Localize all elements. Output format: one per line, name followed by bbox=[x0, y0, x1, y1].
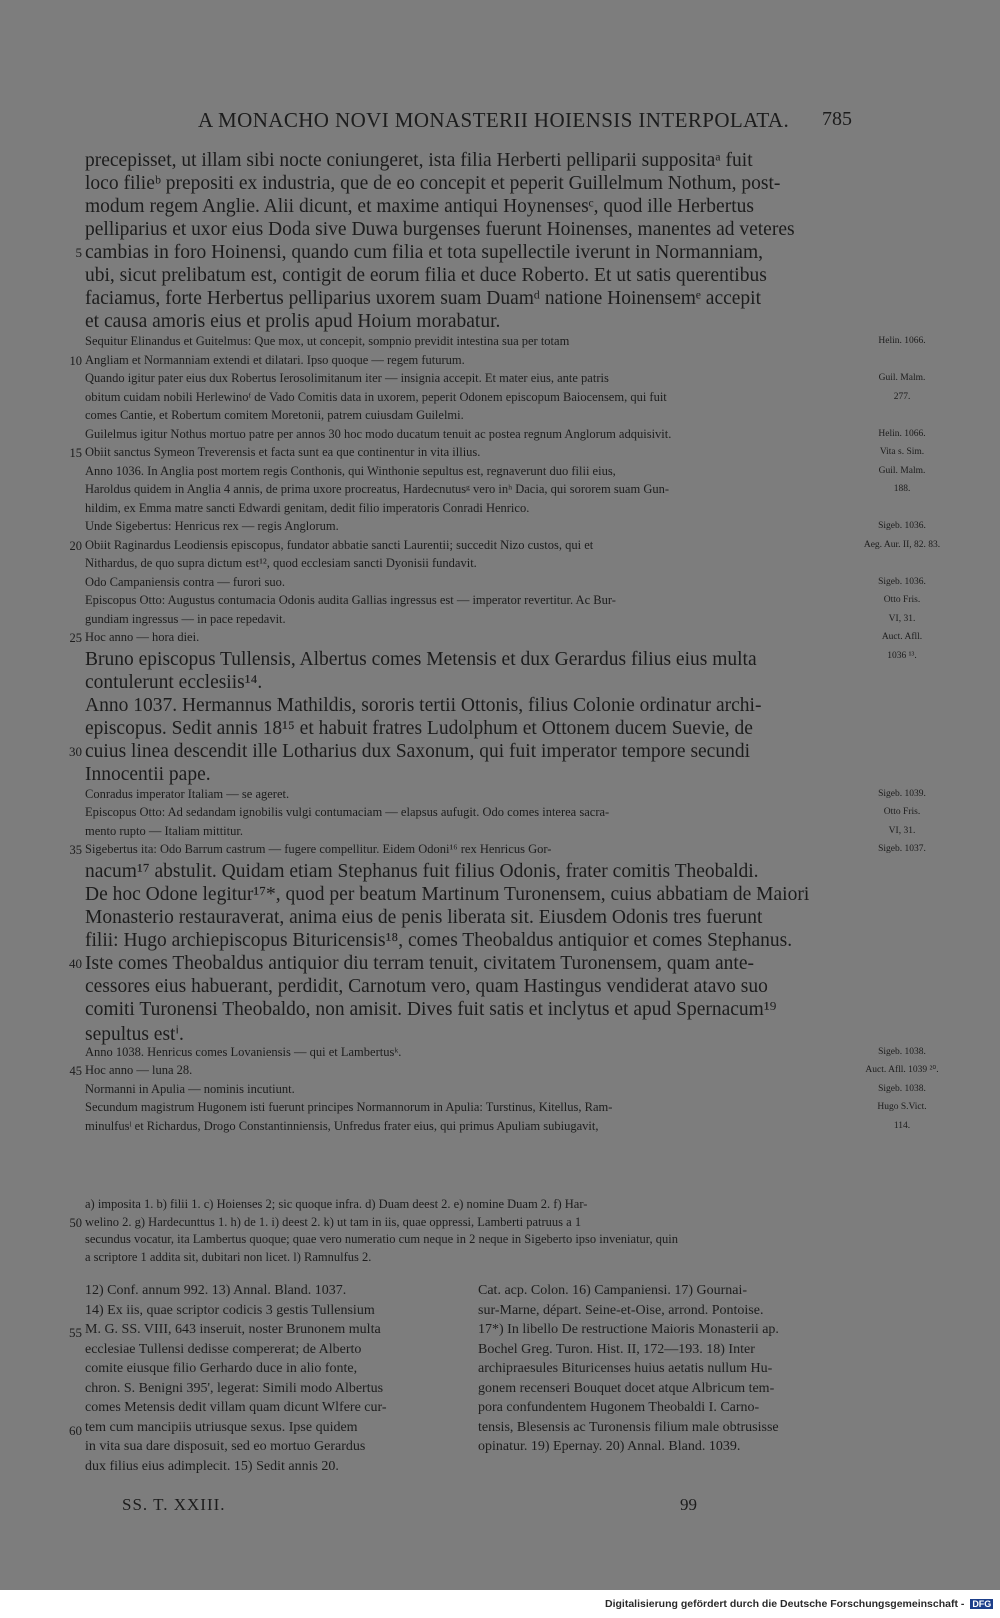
text-line bbox=[0, 824, 1000, 843]
text-line bbox=[0, 556, 1000, 575]
footnote-right-text: Bochel Greg. Turon. Hist. II, 172—193. 18) Inter bbox=[478, 1341, 755, 1357]
text-line bbox=[0, 575, 1000, 594]
margin-source: Sigeb. 1038. bbox=[878, 1083, 926, 1094]
footnote-right-text: sur-Marne, départ. Seine-et-Oise, arrond. Pontoise. bbox=[478, 1302, 764, 1318]
line-text: sepultus estⁱ. bbox=[85, 1023, 184, 1045]
apparatus-text: welino 2. g) Hardecunttus 1. h) de 1. i) deest 2. k) ut tam in iis, quae oppressi, Lamberti patruus a 1 bbox=[85, 1214, 582, 1229]
line-number: 15 bbox=[69, 446, 82, 460]
line-text: Iste comes Theobaldus antiquior diu terram tenuit, civitatem Turonensem, quam ante- bbox=[85, 952, 754, 974]
text-line bbox=[0, 265, 1000, 288]
footnote-left-text: chron. S. Benigni 395', legerat: Simili modo Albertus bbox=[85, 1380, 384, 1396]
text-line bbox=[0, 219, 1000, 242]
footnote-left-text: comes Metensis dedit villam quam dicunt Wlfere cur- bbox=[85, 1400, 387, 1415]
text-line bbox=[0, 741, 1000, 764]
margin-source: VI, 31. bbox=[888, 613, 916, 624]
page-footer bbox=[0, 1495, 1000, 1521]
footnote-left-text: tem cum mancipiis utriusque sexus. Ipse quidem bbox=[85, 1419, 358, 1435]
main-text bbox=[0, 150, 1000, 1137]
line-text: faciamus, forte Herbertus pelliparius uxorem suam Duamᵈ natione Hoinensemᵉ accepit bbox=[85, 288, 762, 309]
text-line bbox=[0, 672, 1000, 695]
line-text: Anno 1036. In Anglia post mortem regis Conthonis, qui Winthonie sepultus est, regnaverunt duo filii eius, bbox=[85, 463, 616, 478]
digitization-credit bbox=[605, 1598, 993, 1610]
margin-source: Auct. Afll. 1039 ²⁰. bbox=[865, 1065, 939, 1075]
line-text: ubi, sicut prelibatum est, contigit de eorum filia et duce Roberto. Et ut satis querentibus bbox=[85, 265, 767, 286]
text-line bbox=[0, 930, 1000, 953]
footnote-right-text: gonem recenseri Bouquet docet atque Albricum tem- bbox=[478, 1380, 775, 1396]
footnote-row bbox=[0, 1420, 1000, 1440]
line-text: Hoc anno — luna 28. bbox=[85, 1063, 193, 1077]
page-title: A MONACHO NOVI MONASTERII HOIENSIS INTERPOLATA. bbox=[198, 108, 790, 132]
margin-source: Guil. Malm. bbox=[878, 465, 926, 476]
margin-source: 114. bbox=[893, 1120, 911, 1131]
margin-source: Sigeb. 1036. bbox=[878, 521, 926, 531]
footnote-row bbox=[0, 1322, 1000, 1342]
text-line bbox=[0, 408, 1000, 427]
credit-text: Digitalisierung gefördert durch die Deutsche Forschungsgemeinschaft - bbox=[605, 1598, 965, 1610]
line-text: Hoc anno — hora diei. bbox=[85, 630, 200, 644]
text-line bbox=[0, 445, 1000, 464]
line-text: cambias in foro Hoinensi, quando cum filia et tota supellectile iverunt in Normanniam, bbox=[85, 242, 763, 263]
line-text: loco filieᵇ prepositi ex industria, que de eo concepit et peperit Guillelmum Nothum, post- bbox=[85, 173, 781, 194]
footnote-row bbox=[0, 1361, 1000, 1381]
line-text: filii: Hugo archiepiscopus Bituricensis¹⁸, comes Theobaldus antiquior et comes Stephanus. bbox=[85, 929, 793, 951]
text-line bbox=[0, 1100, 1000, 1119]
line-text: Nithardus, de quo supra dictum est¹², quod ecclesiam sancti Dyonisii fundavit. bbox=[85, 556, 477, 570]
footnote-left-text: M. G. SS. VIII, 643 inseruit, noster Brunonem multa bbox=[85, 1322, 381, 1337]
margin-source: Sigeb. 1038. bbox=[878, 1046, 926, 1057]
text-line bbox=[0, 150, 1000, 173]
text-line bbox=[0, 1063, 1000, 1082]
line-text: Odo Campaniensis contra — furori suo. bbox=[85, 574, 285, 589]
footnote-row bbox=[0, 1342, 1000, 1362]
margin-source: 188. bbox=[893, 484, 911, 494]
footnote-right-text: tensis, Blesensis ac Turonensis filium male obtrusisse bbox=[478, 1419, 779, 1435]
footnote-left-text: 14) Ex iis, quae scriptor codicis 3 gestis Tullensium bbox=[85, 1302, 375, 1318]
line-text: Unde Sigebertus: Henricus rex — regis Anglorum. bbox=[85, 519, 339, 533]
text-line bbox=[0, 884, 1000, 907]
footnote-left-text: in vita sua dare disposuit, sed eo mortuo Gerardus bbox=[85, 1439, 366, 1454]
text-line bbox=[0, 764, 1000, 787]
line-number: 5 bbox=[75, 245, 82, 260]
margin-source: Helin. 1066. bbox=[878, 336, 926, 346]
footnote-right-text: archipraesules Bituricenses huius aetatis nullum Hu- bbox=[478, 1361, 773, 1376]
line-number: 25 bbox=[69, 631, 82, 645]
text-line bbox=[0, 501, 1000, 520]
margin-source: Auct. Afll. bbox=[881, 632, 923, 642]
line-text: pelliparius et uxor eius Doda sive Duwa burgenses fuerunt Hoinenses, manentes ad veteres bbox=[85, 219, 795, 240]
line-text: Obiit Raginardus Leodiensis episcopus, fundator abbatie sancti Laurentii; succedit Nizo custos, qui et bbox=[85, 537, 594, 552]
line-text: Monasterio restauraverat, anima eius de penis liberata sit. Eiusdem Odonis tres fuerunt bbox=[85, 906, 763, 928]
text-line bbox=[0, 999, 1000, 1022]
line-text: Sigebertus ita: Odo Barrum castrum — fugere compellitur. Eidem Odoni¹⁶ rex Henricus Gor- bbox=[85, 842, 552, 856]
line-text: et causa amoris eius et prolis apud Hoium morabatur. bbox=[85, 311, 501, 332]
line-text: Haroldus quidem in Anglia 4 annis, de prima uxore procreatus, Hardecnutusᵍ vero inʰ Dacia, qui sororem suam Gun- bbox=[85, 482, 670, 496]
line-number: 20 bbox=[69, 538, 82, 553]
line-number: 30 bbox=[69, 743, 82, 759]
line-number: 10 bbox=[69, 353, 82, 368]
margin-source: 1036 ¹³. bbox=[887, 650, 917, 661]
line-text: Conradus imperator Italiam — se ageret. bbox=[85, 786, 290, 801]
line-number: 45 bbox=[69, 1064, 82, 1078]
line-text: contulerunt ecclesiis¹⁴. bbox=[85, 671, 263, 693]
footnote-row bbox=[0, 1439, 1000, 1459]
text-line bbox=[0, 953, 1000, 976]
apparatus-text: secundus vocatur, ita Lambertus quoque; quae vero numeratio cum neque in 2 neque in Sigeberto ipso inveniatur, quin bbox=[85, 1232, 678, 1246]
line-text: episcopus. Sedit annis 18¹⁵ et habuit fratres Ludolphum et Ottonem ducem Suevie, de bbox=[85, 717, 753, 739]
text-line bbox=[0, 630, 1000, 649]
text-line bbox=[0, 288, 1000, 311]
line-text: Episcopus Otto: Ad sedandam ignobilis vulgi contumaciam — elapsus aufugit. Odo comes interea sacra- bbox=[85, 805, 610, 819]
line-text: De hoc Odone legitur¹⁷*, quod per beatum Martinum Turonensem, cuius abbatiam de Maiori bbox=[85, 883, 810, 905]
margin-source: Aeg. Aur. II, 82. 83. bbox=[863, 539, 941, 550]
margin-source: Sigeb. 1036. bbox=[878, 576, 926, 587]
margin-source: VI, 31. bbox=[888, 825, 916, 836]
margin-source: 277. bbox=[893, 391, 911, 402]
text-line bbox=[0, 1045, 1000, 1064]
line-text: Secundum magistrum Hugonem isti fuerunt principes Normannorum in Apulia: Turstinus, Kitellus, Ram- bbox=[85, 1100, 613, 1114]
apparatus-line bbox=[0, 1197, 1000, 1215]
volume-signature: SS. T. XXIII. bbox=[122, 1495, 226, 1514]
line-text: Innocentii pape. bbox=[85, 763, 211, 785]
text-line bbox=[0, 196, 1000, 219]
text-line bbox=[0, 427, 1000, 446]
footnote-row bbox=[0, 1303, 1000, 1323]
text-line bbox=[0, 1082, 1000, 1101]
text-line bbox=[0, 612, 1000, 631]
apparatus-text: a) imposita 1. b) filii 1. c) Hoienses 2; sic quoque infra. d) Duam deest 2. e) nomine Duam 2. f) Har- bbox=[85, 1197, 588, 1211]
footnote-row bbox=[0, 1283, 1000, 1303]
line-text: obitum cuidam nobili Herlewinoᶠ de Vado Comitis data in uxorem, peperit Odonem episcopum Baiocensem, qui fuit bbox=[85, 389, 667, 404]
margin-source: Sigeb. 1037. bbox=[878, 844, 926, 854]
line-text: Anno 1038. Henricus comes Lovaniensis — qui et Lambertusᵏ. bbox=[85, 1044, 402, 1059]
footnote-row bbox=[0, 1400, 1000, 1420]
text-line bbox=[0, 173, 1000, 196]
text-line bbox=[0, 718, 1000, 741]
footnote-left-text: ecclesiae Tullensi dedisse compererat; de Alberto bbox=[85, 1341, 362, 1357]
text-line bbox=[0, 787, 1000, 806]
footnote-left-text: 12) Conf. annum 992. 13) Annal. Bland. 1037. bbox=[85, 1283, 347, 1298]
dfg-logo: DFG bbox=[972, 1599, 992, 1610]
margin-source: Hugo S.Vict. bbox=[877, 1102, 927, 1112]
text-line bbox=[0, 695, 1000, 718]
line-number: 55 bbox=[69, 1325, 82, 1340]
footnote-right-text: pora confundentem Hugonem Theobaldi I. Carno- bbox=[478, 1400, 760, 1415]
text-line bbox=[0, 482, 1000, 501]
line-number: 40 bbox=[69, 955, 82, 971]
text-line bbox=[0, 842, 1000, 861]
line-number: 50 bbox=[69, 1215, 82, 1230]
line-text: nacum¹⁷ abstulit. Quidam etiam Stephanus fuit filius Odonis, frater comitis Theobaldi. bbox=[85, 860, 759, 882]
apparatus-line bbox=[0, 1215, 1000, 1233]
margin-source: Otto Fris. bbox=[883, 595, 921, 605]
apparatus-text: a scriptore 1 addita sit, dubitari non licet. l) Ramnulfus 2. bbox=[85, 1249, 372, 1264]
line-text: Quando igitur pater eius dux Robertus Ierosolimitanum iter — insignia accepit. Et mater eius, ante patris bbox=[85, 371, 609, 385]
text-line bbox=[0, 538, 1000, 557]
line-text: minulfusˡ et Richardus, Drogo Constantinniensis, Unfredus frater eius, qui primus Apuliam subiugavit, bbox=[85, 1118, 599, 1133]
line-text: Normanni in Apulia — nominis incutiunt. bbox=[85, 1081, 295, 1096]
text-line bbox=[0, 649, 1000, 672]
running-header bbox=[0, 108, 1000, 138]
line-text: Angliam et Normanniam extendi et dilatari. Ipso quoque — regem futurum. bbox=[85, 352, 465, 367]
line-text: precepisset, ut illam sibi nocte coniungeret, ista filia Herberti pelliparii suppositaᵃ fuit bbox=[85, 150, 753, 171]
footnote-row bbox=[0, 1459, 1000, 1479]
line-text: cuius linea descendit ille Lotharius dux Saxonum, qui fuit imperator tempore secundi bbox=[85, 740, 751, 762]
text-line bbox=[0, 464, 1000, 483]
footnote-left-text: comite eiusque filio Gerhardo duce in alio fonte, bbox=[85, 1361, 358, 1376]
critical-apparatus bbox=[0, 1197, 1000, 1267]
text-line bbox=[0, 311, 1000, 334]
text-line bbox=[0, 805, 1000, 824]
text-line bbox=[0, 976, 1000, 999]
text-line bbox=[0, 593, 1000, 612]
line-text: gundiam ingressus — in pace repedavit. bbox=[85, 611, 286, 626]
footnote-left-text: dux filius eius adimplecit. 15) Sedit annis 20. bbox=[85, 1458, 339, 1474]
line-text: Bruno episcopus Tullensis, Albertus comes Metensis et dux Gerardus filius eius multa bbox=[85, 648, 757, 670]
footnotes bbox=[0, 1283, 1000, 1478]
line-text: comiti Turonensi Theobaldo, non amisit. Dives fuit satis et inclytus et apud Spernacum¹⁹ bbox=[85, 998, 777, 1020]
line-text: hildim, ex Emma matre sancti Edwardi genitam, dedit filio imperatoris Conradi Henrico. bbox=[85, 500, 530, 515]
line-text: mento rupto — Italiam mittitur. bbox=[85, 823, 243, 838]
footnote-row bbox=[0, 1381, 1000, 1401]
text-line bbox=[0, 907, 1000, 930]
line-text: Anno 1037. Hermannus Mathildis, sororis tertii Ottonis, filius Colonie ordinatur archi- bbox=[85, 694, 762, 716]
margin-source: Guil. Malm. bbox=[878, 373, 926, 383]
text-line bbox=[0, 861, 1000, 884]
text-line bbox=[0, 334, 1000, 353]
text-line bbox=[0, 1022, 1000, 1045]
line-text: comes Cantie, et Robertum comitem Moretonii, patrem cuiusdam Guilelmi. bbox=[85, 408, 464, 422]
margin-source: Sigeb. 1039. bbox=[878, 788, 926, 799]
text-line bbox=[0, 1119, 1000, 1138]
line-text: Obiit sanctus Symeon Treverensis et facta sunt ea que continentur in vita illius. bbox=[85, 445, 481, 459]
sheet-number: 99 bbox=[680, 1495, 697, 1514]
text-line bbox=[0, 371, 1000, 390]
footnote-right-text: Cat. acp. Colon. 16) Campaniensi. 17) Gournai- bbox=[478, 1283, 748, 1298]
line-number: 35 bbox=[69, 843, 82, 857]
text-line bbox=[0, 390, 1000, 409]
line-text: Sequitur Elinandus et Guitelmus: Que mox, ut concepit, sompnio previdit intestina sua per totam bbox=[85, 334, 570, 348]
apparatus-line bbox=[0, 1250, 1000, 1268]
line-text: Episcopus Otto: Augustus contumacia Odonis audita Gallias ingressus est — imperator revertitur. Ac Bur- bbox=[85, 593, 616, 607]
margin-source: Vita s. Sim. bbox=[879, 447, 925, 457]
text-line bbox=[0, 242, 1000, 265]
footnote-right-text: opinatur. 19) Epernay. 20) Annal. Bland. 1039. bbox=[478, 1439, 741, 1454]
text-line bbox=[0, 353, 1000, 372]
text-line bbox=[0, 519, 1000, 538]
apparatus-line bbox=[0, 1232, 1000, 1250]
page-number: 785 bbox=[822, 108, 852, 130]
margin-source: Helin. 1066. bbox=[878, 428, 926, 439]
line-number: 60 bbox=[69, 1422, 82, 1438]
footnote-right-text: 17*) In libello De restructione Maioris Monasterii ap. bbox=[478, 1322, 779, 1337]
line-text: Guilelmus igitur Nothus mortuo patre per annos 30 hoc modo ducatum tenuit ac postea regnum Anglorum adquisivit. bbox=[85, 426, 672, 441]
line-text: cessores eius habuerant, perdidit, Carnotum vero, quam Hastingus vendiderat atavo suo bbox=[85, 975, 768, 997]
line-text: modum regem Anglie. Alii dicunt, et maxime antiqui Hoynensesᶜ, quod ille Herbertus bbox=[85, 196, 754, 217]
margin-source: Otto Fris. bbox=[883, 807, 921, 817]
